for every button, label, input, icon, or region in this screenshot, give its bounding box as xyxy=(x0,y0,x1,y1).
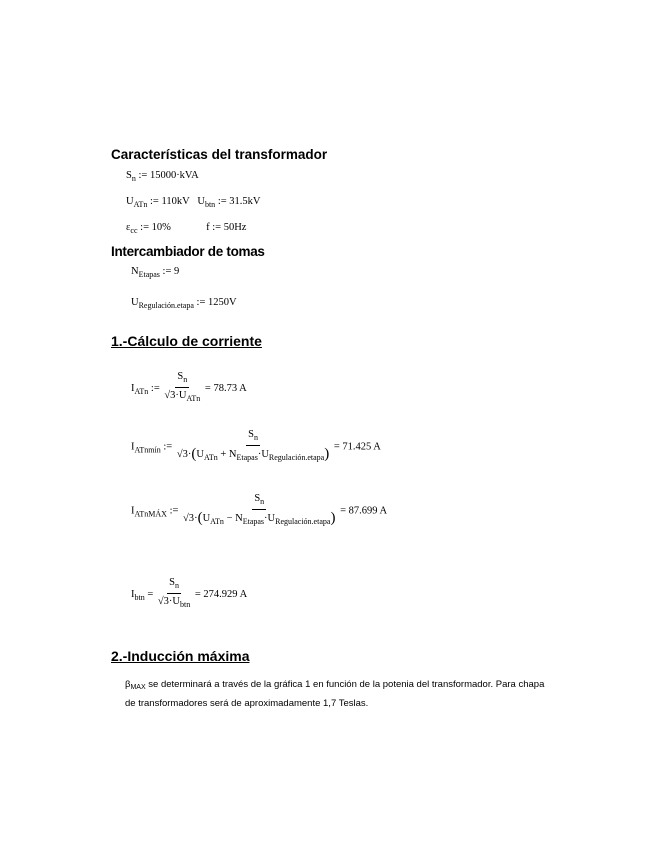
equation-i-atn: $I_{ATn}$ := $\frac{S_n}{√3\cdot U_{ATn}}$ = 78.73 A xyxy=(131,370,247,407)
equation-ureg: $U_{Regulación.etapa}$ := 1250V xyxy=(131,297,237,310)
section-heading-induction: 2.-Inducción máxima xyxy=(111,648,250,664)
fraction: $\frac{S_n}{√3\cdot(U_{ATn} - N_{Etapas}\cdot U_{Regulación.etapa})}$ xyxy=(183,493,336,526)
induction-paragraph: $\beta_{MAX}$ se determinará a través de la gráfica 1 en función de la potenia del transformador. Para chapa de transformadores será de aproximadamente 1,7 Teslas. xyxy=(125,679,545,709)
fraction: $\frac{S_n}{√3\cdot U_{ATn}}$ xyxy=(164,371,201,403)
section-heading-current: 1.-Cálculo de corriente xyxy=(111,333,262,349)
equation-sn: $S_n$ := 15000·kVA xyxy=(126,170,199,183)
beta-symbol: $\beta_{MAX}$ xyxy=(125,679,146,691)
equation-netapas: $N_{Etapas}$ := 9 xyxy=(131,266,180,279)
equation-ecc-f xyxy=(126,222,246,235)
equation-i-btn: $I_{btn}$ = $\frac{S_n}{√3\cdot U_{btn}}$ = 274.929 A xyxy=(131,576,247,613)
result-i-atnmax: 87.699 A xyxy=(348,505,388,517)
equation-ubtn: $U_{btn}$ := 31.5kV xyxy=(197,196,261,209)
equation-voltages xyxy=(126,196,261,209)
fraction: $\frac{S_n}{√3\cdot(U_{ATn} + N_{Etapas}\cdot U_{Regulación.etapa})}$ xyxy=(176,429,330,462)
result-i-atn: 78.73 A xyxy=(213,382,247,394)
fraction: $\frac{S_n}{√3\cdot U_{btn}}$ xyxy=(157,577,191,609)
equation-ecc: $\varepsilon_{cc}$ := 10% xyxy=(126,222,171,235)
equation-f: f := 50Hz xyxy=(206,222,247,233)
result-i-atnmin: 71.425 A xyxy=(342,441,381,453)
section-heading-transformer: Características del transformador xyxy=(111,147,328,162)
equation-i-atnmax: $I_{ATnMÁX}$ := $\frac{S_n}{√3\cdot(U_{ATn} - N_{Etapas}\cdot U_{Regulación.etapa})}$ = 87.699 A xyxy=(131,492,387,530)
section-heading-tap-changer: Intercambiador de tomas xyxy=(111,244,265,259)
equation-uatn: $U_{ATn}$ := 110kV xyxy=(126,196,190,209)
equation-i-atnmin: $I_{ATnmín}$ := $\frac{S_n}{√3\cdot(U_{ATn} + N_{Etapas}\cdot U_{Regulación.etapa})}$ = 71.425 A xyxy=(131,428,381,466)
result-i-btn: 274.929 A xyxy=(203,588,248,600)
